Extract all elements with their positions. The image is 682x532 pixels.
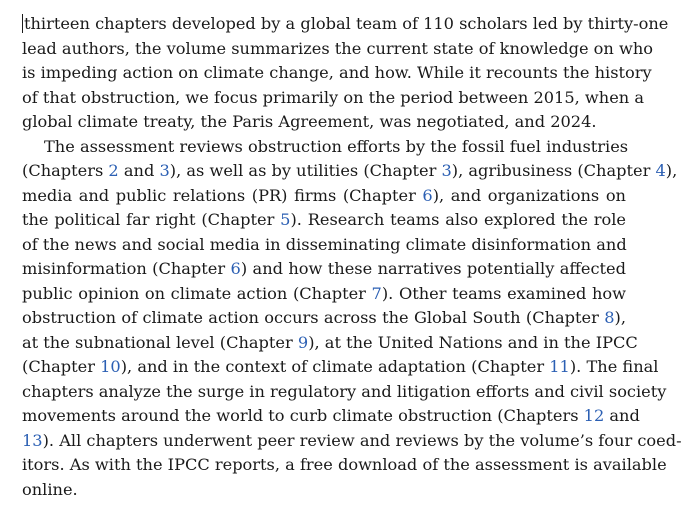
text-line (22, 184, 626, 209)
text-run: ). Other teams examined how (381, 283, 626, 303)
text-run: ). Research teams also explored the role (290, 210, 626, 229)
text-run: ), (665, 161, 678, 180)
text-run: media and public relations (PR) firms (Chapter (22, 185, 423, 205)
text-line (22, 208, 626, 233)
text-line (22, 355, 659, 380)
chapter-link[interactable]: 10 (100, 357, 121, 376)
text-line (22, 257, 626, 282)
text-run: public opinion on climate action (Chapter (22, 283, 372, 303)
text-run: ), and organizations on (432, 185, 626, 205)
text-run: ), at the United Nations and in the IPCC (308, 332, 638, 352)
chapter-link[interactable]: 2 (108, 161, 119, 180)
text-run: ). The final (569, 357, 659, 376)
text-run: thirteen chapters developed by a global team of 110 scholars led by thirty-one (24, 14, 669, 33)
chapter-link[interactable]: 6 (230, 259, 241, 278)
text-line: global climate treaty, the Paris Agreement, was negotiated, and 2024. (22, 112, 597, 131)
text-run: and (118, 161, 160, 180)
text-run: ) and how these narratives potentially affected (240, 259, 626, 278)
chapter-link[interactable]: 6 (422, 185, 433, 205)
chapter-link[interactable]: 8 (604, 308, 615, 327)
text-run: ), and in the context of climate adaptation (Chapter (120, 357, 550, 376)
text-run: (Chapter (22, 357, 101, 376)
text-line (22, 12, 669, 37)
text-line: of that obstruction, we focus primarily on the period between 2015, when a (22, 87, 645, 107)
chapter-link[interactable]: 12 (583, 406, 605, 425)
chapter-link[interactable]: 3 (159, 161, 170, 180)
text-line: is impeding action on climate change, and how. While it recounts the history (22, 63, 652, 82)
text-cursor (22, 14, 23, 33)
text-run: ), (614, 308, 626, 327)
text-run: misinformation (Chapter (22, 259, 231, 278)
text-line (22, 331, 638, 356)
text-run: (Chapters (22, 161, 109, 180)
text-line (22, 429, 682, 454)
chapter-link[interactable]: 9 (297, 332, 309, 352)
text-run: ), as well as by utilities (Chapter (169, 161, 442, 180)
chapter-link[interactable]: 7 (371, 283, 382, 303)
text-run: and (604, 406, 640, 425)
text-run: ), agribusiness (Chapter (451, 161, 656, 180)
chapter-link[interactable]: 5 (280, 210, 291, 229)
paragraph-intro (22, 12, 669, 135)
text-run: obstruction of climate action occurs across the Global South (Chapter (22, 308, 605, 327)
text-line: online. (22, 479, 78, 499)
text-run: ). All chapters underwent peer review and reviews by the volume’s four coed- (42, 430, 682, 450)
text-line (22, 404, 640, 429)
text-line: itors. As with the IPCC reports, a free download of the assessment is available (22, 455, 667, 474)
text-line: chapters analyze the surge in regulatory and litigation efforts and civil society (22, 381, 667, 401)
chapter-link[interactable]: 3 (441, 161, 452, 180)
document-page (22, 12, 682, 502)
text-line (22, 306, 626, 331)
chapter-link[interactable]: 4 (655, 161, 666, 180)
text-line: lead authors, the volume summarizes the current state of knowledge on who (22, 38, 654, 58)
text-line: of the news and social media in disseminating climate disinformation and (22, 234, 627, 254)
text-line (22, 282, 626, 307)
text-run: the political far right (Chapter (22, 210, 281, 229)
chapter-link[interactable]: 13 (22, 430, 43, 450)
paragraph-assessment (22, 135, 682, 503)
text-line: The assessment reviews obstruction efforts by the fossil fuel industries (44, 136, 629, 156)
text-run: at the subnational level (Chapter (22, 332, 298, 352)
chapter-link[interactable]: 11 (549, 357, 570, 376)
text-line (22, 159, 678, 184)
text-run: movements around the world to curb climate obstruction (Chapters (22, 406, 584, 425)
